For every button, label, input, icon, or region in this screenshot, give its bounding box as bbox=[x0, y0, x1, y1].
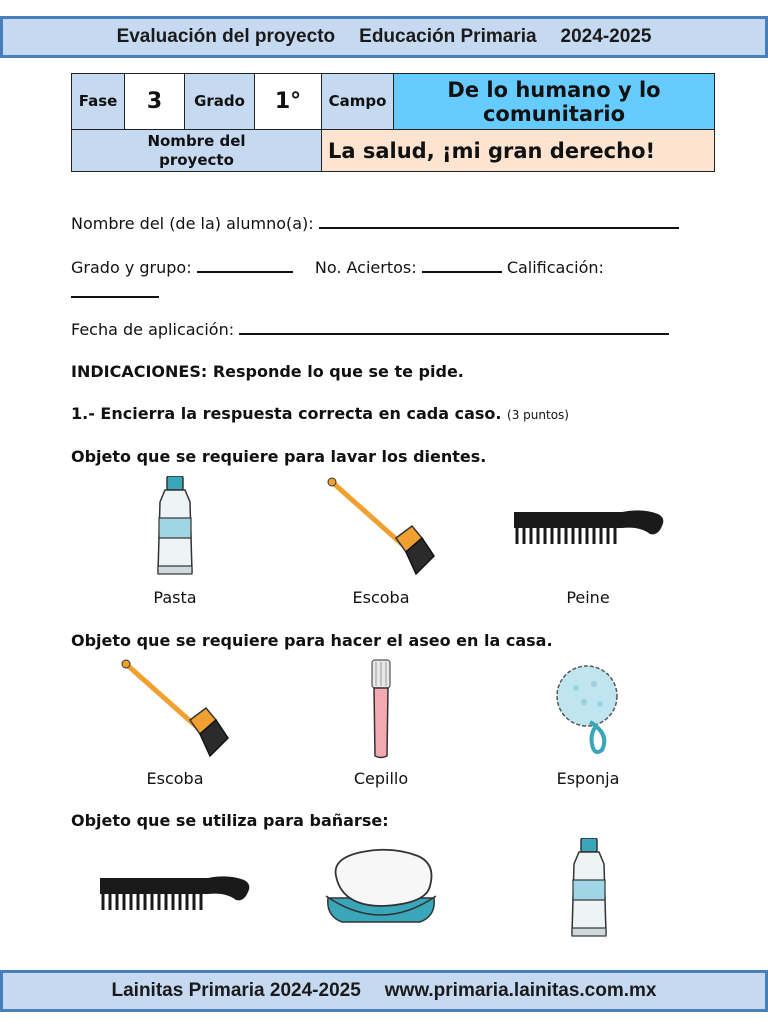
item-1-option-3-label: Peine bbox=[566, 588, 610, 607]
question-1 bbox=[71, 404, 569, 423]
item-1-prompt: Objeto que se requiere para lavar los dientes. bbox=[71, 447, 487, 466]
question-1-points: (3 puntos) bbox=[507, 408, 569, 422]
date-blank[interactable] bbox=[239, 319, 669, 335]
item-2-option-1-label: Escoba bbox=[146, 769, 204, 788]
comb-icon[interactable] bbox=[512, 506, 666, 546]
broom-icon[interactable] bbox=[120, 658, 232, 760]
header-banner bbox=[0, 16, 768, 58]
toothpaste-icon[interactable] bbox=[150, 476, 200, 578]
soap-dish-icon[interactable] bbox=[322, 846, 440, 932]
fase-label: Fase bbox=[72, 74, 125, 130]
grade-group-blank[interactable] bbox=[197, 257, 293, 273]
grado-value: 1° bbox=[255, 74, 322, 130]
instructions: INDICACIONES: Responde lo que se te pide. bbox=[71, 362, 464, 381]
project-value: La salud, ¡mi gran derecho! bbox=[322, 130, 715, 172]
hits-blank[interactable] bbox=[422, 257, 502, 273]
score-label: Calificación: bbox=[506, 258, 604, 277]
footer-url: www.primaria.lainitas.com.mx bbox=[384, 980, 657, 1001]
project-info-table bbox=[71, 73, 715, 172]
bath-sponge-icon[interactable] bbox=[550, 664, 624, 756]
broom-icon[interactable] bbox=[326, 476, 438, 578]
item-3-prompt: Objeto que se utiliza para bañarse: bbox=[71, 811, 389, 830]
item-2-option-3-label: Esponja bbox=[556, 769, 620, 788]
campo-value: De lo humano y lo comunitario bbox=[394, 74, 715, 130]
item-2-option-2-label: Cepillo bbox=[353, 769, 409, 788]
student-name-row bbox=[71, 213, 679, 233]
student-name-label: Nombre del (de la) alumno(a): bbox=[71, 214, 314, 233]
hits-label: No. Aciertos: bbox=[314, 258, 417, 277]
grade-row bbox=[71, 257, 604, 277]
header-level: Educación Primaria bbox=[359, 26, 537, 47]
project-label: Nombre del proyecto bbox=[72, 130, 322, 172]
item-1-option-1-label: Pasta bbox=[153, 588, 197, 607]
student-name-blank[interactable] bbox=[319, 213, 679, 229]
header-title: Evaluación del proyecto bbox=[116, 26, 336, 47]
grade-group-label: Grado y grupo: bbox=[71, 258, 192, 277]
score-blank-row bbox=[71, 282, 159, 302]
grado-label: Grado bbox=[185, 74, 255, 130]
date-label: Fecha de aplicación: bbox=[71, 320, 235, 339]
score-blank[interactable] bbox=[71, 282, 159, 298]
date-row bbox=[71, 319, 669, 339]
toothpaste-icon[interactable] bbox=[564, 838, 614, 940]
item-2-prompt: Objeto que se requiere para hacer el aseo en la casa. bbox=[71, 631, 553, 650]
question-1-text: 1.- Encierra la respuesta correcta en cada caso. bbox=[71, 404, 502, 423]
comb-icon[interactable] bbox=[98, 872, 252, 912]
fase-value: 3 bbox=[125, 74, 185, 130]
item-1-option-2-label: Escoba bbox=[352, 588, 410, 607]
campo-label: Campo bbox=[322, 74, 394, 130]
footer-banner bbox=[0, 970, 768, 1012]
header-year: 2024-2025 bbox=[560, 26, 652, 47]
toothbrush-icon[interactable] bbox=[364, 658, 398, 760]
footer-brand: Lainitas Primaria 2024-2025 bbox=[111, 980, 361, 1001]
